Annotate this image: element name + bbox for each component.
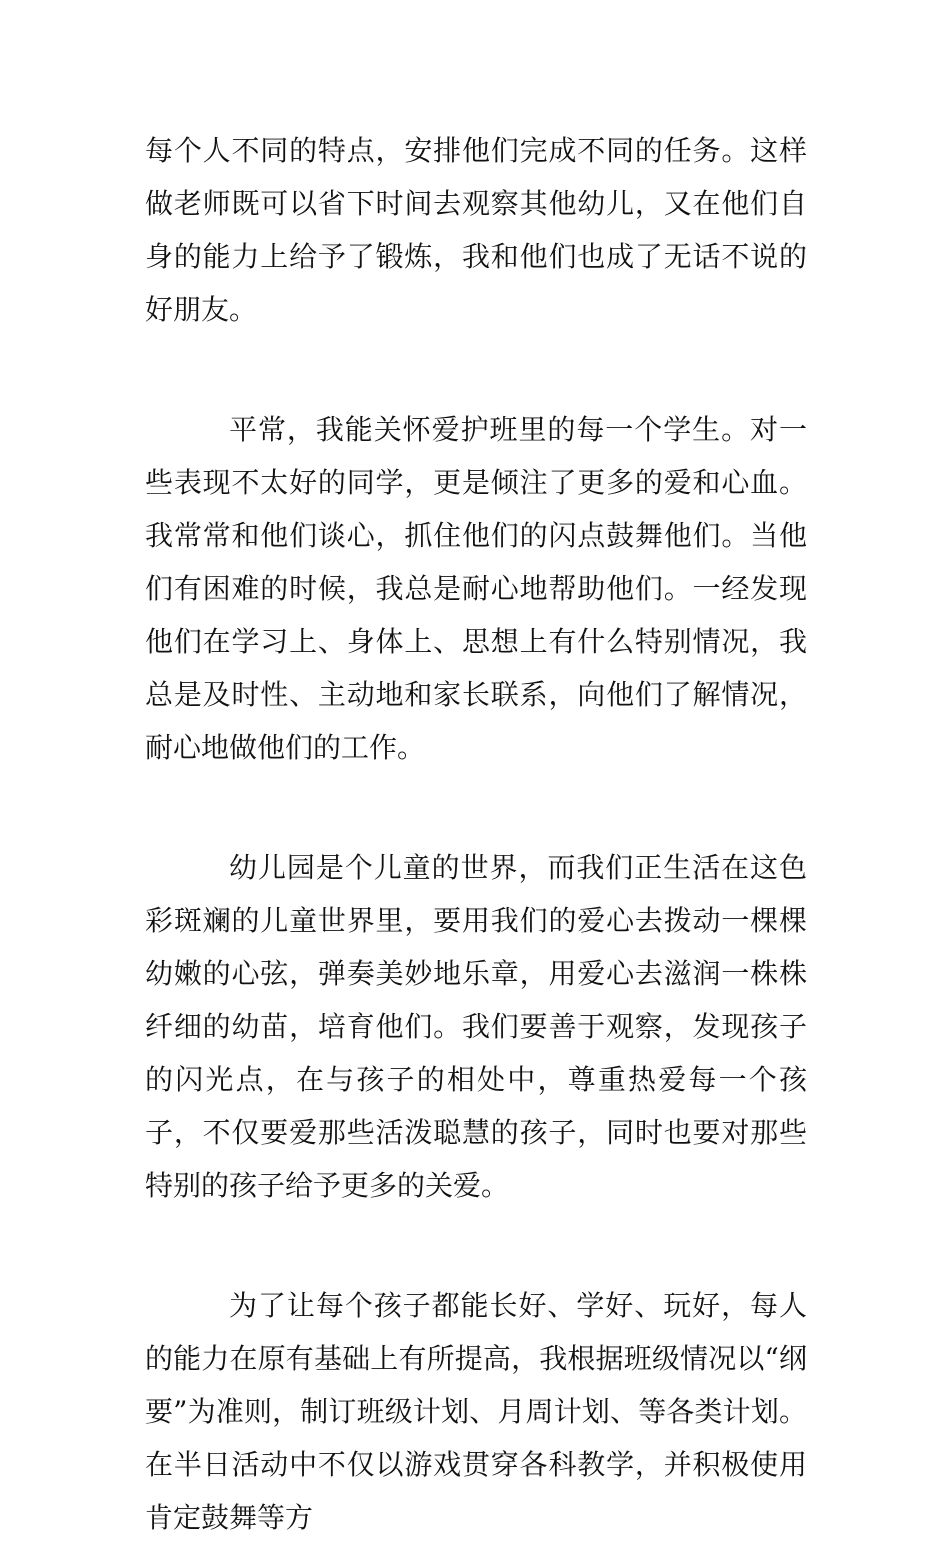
paragraph-2: 平常，我能关怀爱护班里的每一个学生。对一些表现不太好的同学，更是倾注了更多的爱和心血。我常常和他们谈心，抓住他们的闪点鼓舞他们。当他们有困难的时候，我总是耐心地帮助他们。一经发现他们在学习上、身体上、思想上有什么特别情况，我总是及时性、主动地和家长联系，向他们了解情况，耐心地做他们的工作。	[145, 413, 807, 764]
paragraph-3: 幼儿园是个儿童的世界，而我们正生活在这色彩斑斓的儿童世界里，要用我们的爱心去拨动一棵棵幼嫩的心弦，弹奏美妙地乐章，用爱心去滋润一株株纤细的幼苗，培育他们。我们要善于观察，发现孩子的闪光点，在与孩子的相处中，尊重热爱每一个孩子，不仅要爱那些活泼聪慧的孩子，同时也要对那些特别的孩子给予更多的关爱。	[145, 851, 807, 1202]
document-body	[145, 124, 807, 1544]
paragraph-1: 每个人不同的特点，安排他们完成不同的任务。这样做老师既可以省下时间去观察其他幼儿，又在他们自身的能力上给予了锻炼，我和他们也成了无话不说的好朋友。	[145, 134, 807, 326]
paragraph-4: 为了让每个孩子都能长好、学好、玩好，每人的能力在原有基础上有所提高，我根据班级情况以“纲要”为准则，制订班级计划、月周计划、等各类计划。在半日活动中不仅以游戏贯穿各科教学，并积极使用肯定鼓舞等方	[145, 1289, 807, 1534]
